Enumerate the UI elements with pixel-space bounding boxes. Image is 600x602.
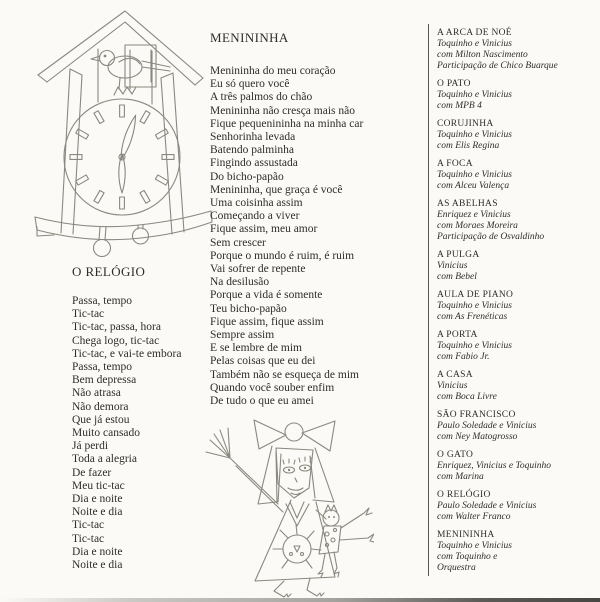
lyric-line: Porque a vida é somente xyxy=(210,289,323,302)
lyric-line: Noite e dia xyxy=(72,506,123,519)
track-credit: com Marina xyxy=(437,472,484,482)
track-credit: com Moraes Moreira xyxy=(437,221,518,231)
track-credit: com Walter Franco xyxy=(437,512,511,522)
track-entry xyxy=(437,370,595,403)
lyric-line: Fique pequenininha na minha car xyxy=(210,117,364,130)
track-credit: Paulo Soledade e Vinicius xyxy=(437,421,537,431)
track-credit: com MPB 4 xyxy=(437,101,482,111)
track-title: A ARCA DE NOÉ xyxy=(437,28,512,38)
girl-raised-arm xyxy=(206,428,283,512)
lyric-line: Noite e dia xyxy=(72,559,123,572)
lyric-line: Dia e noite xyxy=(72,545,123,558)
lyric-line: Toda a alegria xyxy=(72,453,137,466)
lyric-line: Meu tic-tac xyxy=(72,479,125,492)
lyric-line: Menininha do meu coração xyxy=(210,65,336,77)
lyric-line: Não demora xyxy=(72,400,129,413)
track-credit: Orquestra xyxy=(437,563,476,573)
lyric-line: Passa, tempo xyxy=(72,361,133,374)
track-credit: com Toquinho e xyxy=(437,552,498,562)
cuckoo-clock-illustration xyxy=(30,5,215,257)
track-credit: com Bebel xyxy=(437,272,477,282)
track-entry xyxy=(437,330,595,363)
clock-hands xyxy=(118,114,139,193)
track-title: A PORTA xyxy=(437,330,478,340)
lyric-line: Porque o mundo é ruim, é ruim xyxy=(210,249,355,262)
lyric-line: Batendo palminha xyxy=(210,144,294,157)
lyric-line: Tic-tac xyxy=(72,532,105,545)
track-entry xyxy=(437,250,595,283)
lyric-line: De fazer xyxy=(72,466,112,479)
track-title: CORUJINHA xyxy=(437,119,494,129)
track-credit: Toquinho e Vinicius xyxy=(437,541,512,551)
track-entry xyxy=(437,290,595,323)
track-credit: com Elis Regina xyxy=(437,141,500,151)
menininha-section xyxy=(210,30,428,408)
column-divider xyxy=(428,24,429,576)
relogio-title: O RELÓGIO xyxy=(72,264,146,279)
lyric-line: Sem crescer xyxy=(210,236,266,249)
track-credit: Toquinho e Vinicius xyxy=(437,341,512,351)
menininha-lyrics xyxy=(210,65,428,408)
lyric-line: Menininha, que graça é você xyxy=(210,183,343,196)
lyric-line: Dia e noite xyxy=(72,493,123,506)
track-title: O RELÓGIO xyxy=(437,490,491,500)
track-credit: com As Frenéticas xyxy=(437,312,508,322)
lyric-line: Fique assim, meu amor xyxy=(210,223,318,236)
lyric-line: Na desilusão xyxy=(210,276,270,289)
track-credit: Vinicius xyxy=(437,261,468,271)
lyric-line: Também não se esqueça de mim xyxy=(210,368,359,381)
track-credit: Toquinho e Vinicius xyxy=(437,130,512,140)
track-entry xyxy=(437,530,595,574)
lyric-line: Chega logo, tic-tac xyxy=(72,334,160,347)
lyric-line: Vai sofrer de repente xyxy=(210,263,306,276)
track-entry xyxy=(437,119,595,152)
page-bottom-edge xyxy=(0,598,600,602)
track-title: O PATO xyxy=(437,79,471,89)
lyric-line: De tudo o que eu amei xyxy=(210,395,314,408)
clock-roof xyxy=(38,11,203,85)
relogio-lyrics xyxy=(72,295,207,572)
lyric-line: Eu só quero você xyxy=(210,78,290,91)
lyric-line: Sempre assim xyxy=(210,329,275,342)
track-entry xyxy=(437,410,595,443)
lyric-line: Tic-tac xyxy=(72,308,105,321)
doll xyxy=(316,505,374,577)
lyric-line: Fique assim, fique assim xyxy=(210,315,324,328)
track-credit: com Fabio Jr. xyxy=(437,352,490,362)
lyric-line: Passa, tempo xyxy=(72,295,133,307)
lyric-line: Começando a viver xyxy=(210,210,300,223)
lyric-line: Senhorinha levada xyxy=(210,131,296,144)
lyric-line: Tic-tac xyxy=(72,519,105,532)
track-credit: Participação de Osvaldinho xyxy=(437,232,545,242)
track-credit: Vinicius xyxy=(437,381,468,391)
track-credit: Toquinho e Vinicius xyxy=(437,301,512,311)
lyric-line: Do bicho-papão xyxy=(210,170,284,183)
track-credit: com Milton Nascimento xyxy=(437,50,528,60)
menininha-title: MENININHA xyxy=(210,30,289,45)
lyric-line: Teu bicho-papão xyxy=(210,302,287,315)
track-entry xyxy=(437,159,595,192)
track-credit: Toquinho e Vinicius xyxy=(437,90,512,100)
track-credit: Paulo Soledade e Vinicius xyxy=(437,501,537,511)
track-entry xyxy=(437,450,595,483)
track-credit: Toquinho e Vinicius xyxy=(437,170,512,180)
lyric-line: Já perdi xyxy=(72,440,109,453)
track-credit: Enriquez e Vinicius xyxy=(437,210,511,220)
clock-house-posts xyxy=(61,45,184,234)
track-title: SÃO FRANCISCO xyxy=(437,410,516,420)
track-credit: com Alceu Valença xyxy=(437,181,510,191)
track-entry xyxy=(437,199,595,243)
girl-dress xyxy=(255,500,335,581)
lyric-line: Tic-tac, e vai-te embora xyxy=(72,347,182,360)
lyric-line: Tic-tac, passa, hora xyxy=(72,321,161,334)
lyric-line: Quando você souber enfim xyxy=(210,381,335,394)
lyric-line: Pelas coisas que eu dei xyxy=(210,355,316,368)
track-title: A CASA xyxy=(437,370,473,380)
lyric-line: Não atrasa xyxy=(72,387,121,400)
clock-pendulum-weights xyxy=(94,225,149,257)
tracklist xyxy=(437,28,595,581)
track-credit: Participação de Chico Buarque xyxy=(437,61,558,71)
track-credit: com Boca Livre xyxy=(437,392,497,402)
girl-illustration xyxy=(198,418,374,598)
track-entry xyxy=(437,79,595,112)
lyric-line: E se lembre de mim xyxy=(210,342,302,355)
track-title: AS ABELHAS xyxy=(437,199,498,209)
girl-hair-bow xyxy=(254,420,335,451)
girl-legs xyxy=(274,578,324,597)
track-credit: Toquinho e Vinicius xyxy=(437,39,512,49)
lyric-line: Muito cansado xyxy=(72,427,141,440)
relogio-section xyxy=(72,264,207,572)
track-entry xyxy=(437,28,595,72)
track-title: A PULGA xyxy=(437,250,480,260)
track-credit: com Ney Matogrosso xyxy=(437,432,518,442)
lyric-line: Que já estou xyxy=(72,413,130,426)
lyric-line: Menininha não cresça mais não xyxy=(210,104,355,117)
track-title: MENININHA xyxy=(437,530,495,540)
track-title: AULA DE PIANO xyxy=(437,290,514,300)
track-title: O GATO xyxy=(437,450,474,460)
lyric-line: A três palmos do chão xyxy=(210,91,313,104)
lyric-line: Fingindo assustada xyxy=(210,157,298,170)
lyric-line: Uma coisinha assim xyxy=(210,197,303,210)
track-credit: Enriquez, Vinicius e Toquinho xyxy=(437,461,551,471)
girl-face xyxy=(276,448,313,498)
lyric-line: Bem depressa xyxy=(72,374,137,387)
track-entry xyxy=(437,490,595,523)
track-title: A FOCA xyxy=(437,159,473,169)
